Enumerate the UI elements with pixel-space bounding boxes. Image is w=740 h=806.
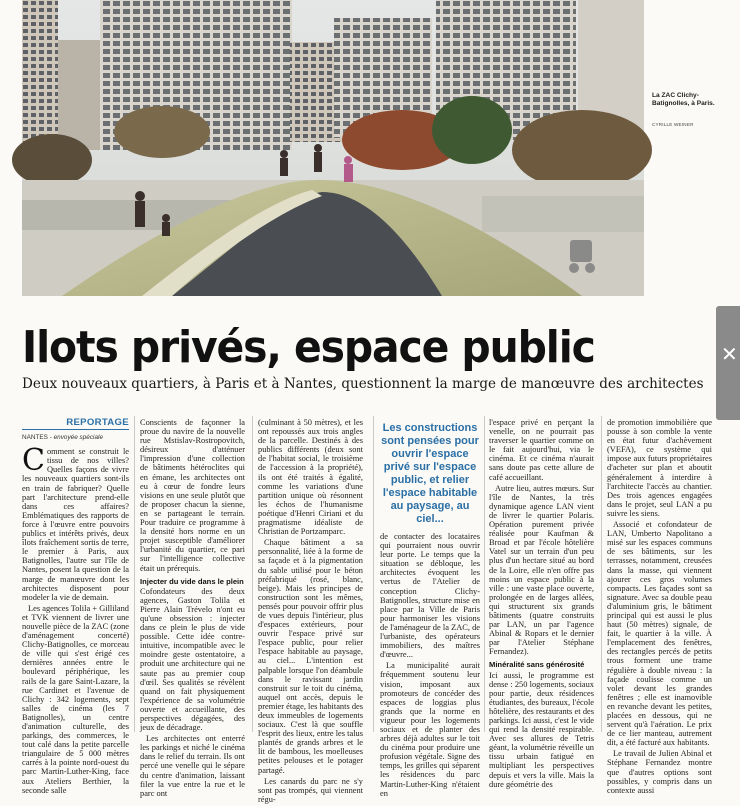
paragraph: de contacter des locataires qui pourraient nous ouvrir leur porte. Le temps que la situation se débloque, les architectes évoquent les vertus de l'Atelier de conception Clichy-Batignolles, structure mise en place par la Ville de Paris pour harmoniser les visions de l'aménageur de la ZAC, de l'urbaniste, des opérateurs immobiliers, des maîtres d'œuvre... xyxy=(380,532,480,660)
photo-credit: CYRILLE WEINER xyxy=(652,122,694,127)
paragraph: (culminant à 50 mètres), et les ont repoussés aux trois angles de la parcelle. Destinés à des publics différents (deux sont de l'habitat social, le troisième de l'accession à la propriété), ils ont été traités à égalité, comme les variations d'une partition unique où résonnent les échos de l'humanisme poétique d'Henri Ciriani et du pragmatisme idéaliste de Christian de Portzamparc. xyxy=(258,418,363,537)
column-divider xyxy=(601,416,602,732)
article-column-3 xyxy=(258,418,363,806)
article-column-6 xyxy=(607,418,712,797)
paragraph: Les agences Tolila + Gilliland et TVK viennent de livrer une nouvelle pièce de la ZAC (zone d'aménagement concerté) Clichy-Batignolles, ce morceau de ville qui s'est érigé ces dernières années entre le boulevard périphérique, les rails de la gare Saint-Lazare, la rue Cardinet et l'avenue de Clichy : 342 logements, sept salles de cinéma (les 7 Batignolles), un centre d'animation culturelle, des parkings, des commerces, le tout calé dans la petite parcelle triangulaire de 5 000 mètres carrés à la pointe nord-ouest du parc Martin-Luther-King, face aux Ateliers Berthier, la seconde salle xyxy=(22,603,129,795)
section-kicker: REPORTAGE xyxy=(66,417,129,428)
pull-quote: Les constructions sont pensées pour ouvrir l'espace privé sur l'espace public, et relier l'espace habitable au paysage, au ciel... xyxy=(381,422,479,525)
paragraph: Le travail de Julien Abinal et Stéphane Fernandez montre que d'autres options sont possibles, y compris dans un contexte aussi xyxy=(607,749,712,795)
paragraph: l'espace privé en perçant la venelle, on ne pourrait pas traverser le quartier comme on le fait aujourd'hui, via le cinéma. Et ce cinéma n'aurait sans doute pas cette allure de café accueillant. xyxy=(489,418,594,482)
paragraph: de promotion immobilière que pousse à son comble la vente en état futur d'achèvement (VEFA), ce système qui impose aux futurs propriétaires d'acheter sur plan et aboutit généralement à interdire à l'architecte l'accès au chantier. Des trois agences engagées dans le projet, seul LAN a pu suivre les siens. xyxy=(607,418,712,518)
paragraph xyxy=(22,443,129,602)
intertitle: Injecter du vide dans le plein xyxy=(140,576,244,586)
column-divider xyxy=(252,416,253,732)
dateline-place: NANTES - xyxy=(22,434,52,442)
photo-illustration xyxy=(22,0,644,296)
article-photo xyxy=(22,0,644,296)
close-icon[interactable]: ✕ xyxy=(721,342,738,366)
paragraph: Ici aussi, le programme est dense : 250 logements, sociaux pour partie, deux résidences étudiantes, des bureaux, l'école hôtelière, des restaurants et des parkings. Ici aussi, c'est le vide qui rend la densité respirable. Avec ses allures de Tetris géant, la volumétrie réveille un tissu urbain fatigué en multipliant les perspectives depuis et vers la ville. Mais la dure géométrie des xyxy=(489,670,594,789)
headline: Ilots privés, espace public xyxy=(22,322,595,373)
paragraph: Cofondateurs des deux agences, Gaston Tolila et Pierre Alain Trévelo n'ont eu qu'une obsession : injecter dans ce plein le plus de vide possible. Cette idée contre-intuitive, incompatible avec le moindre geste ostentatoire, a produit une architecture qui ne saute pas au premier coup d'œil. Ses qualités se révèlent quand on fait physiquement l'expérience de sa volumétrie ouverte et accueillante, des perspectives dégagées, des jeux de décadrage. xyxy=(140,586,245,733)
dateline xyxy=(22,433,129,442)
column-divider xyxy=(373,416,374,732)
article-column-2 xyxy=(140,418,245,800)
paragraph-text: omment se construit le tissu de nos villes? Quelles façons de vivre les nouveaux quartiers sont-ils en train de fabriquer? Quelle part l'architecture prend-elle dans ces affaires? Emblématiques des rapports de force à l'œuvre entre pouvoirs publics et intérêts privés, deux îlots fraîchement sortis de terre, le premier à Paris, aux Batignolles, l'autre sur l'île de Nantes, posent la question de la marge de manœuvre dont les architectes disposent pour modeler la vie de demain. xyxy=(22,447,129,602)
paragraph: La municipalité aurait fréquemment soutenu leur vision, imposant aux promoteurs de concéder des espaces de loggias plus grands que la norme en vigueur pour les logements sociaux et de planter des arbres déjà adultes sur le toit du cinéma pour produire une profusion végétale. Signe des temps, les grilles qui séparent les résidences du parc Martin-Luther-King n'étaient en xyxy=(380,661,480,798)
paragraph: Chaque bâtiment a sa personnalité, liée à la forme de sa façade et à la pigmentation du sable utilisé pour le béton préfabriqué (rosé, blanc, beige). Mais les principes de construction sont les mêmes, pensés pour pouvoir offrir plus de vues depuis l'intérieur, plus d'espaces extérieurs, pour ouvrir l'espace privé sur l'espace public, pour relier l'espace habitable au paysage, au ciel... L'intention est palpable lorsque l'on déambule dans le ravissant jardin construit sur le toit du cinéma, auquel ont accès, depuis le premier étage, les habitants des deux immeubles de logements sociaux. C'est là que souffle l'esprit des lieux, entre les talus plantés de grands arbres et le lit de bambous, les moelleuses petites pelouses et le potager partagé. xyxy=(258,538,363,775)
drop-cap: C xyxy=(22,443,45,479)
intertitle: Minéralité sans générosité xyxy=(489,660,585,670)
paragraph: Associé et cofondateur de LAN, Umberto Napolitano a misé sur les espaces communs de ses bâtiments, sur les terrasses, notamment, creusées dans la masse, qui viennent ajourer ces gros volumes compacts. Les façades sont sa signature. Avec sa double peau d'aluminium gris, le bâtiment principal qui est aussi le plus haut (50 mètres) signale, de fait, le quartier à la ville. À l'emplacement des fenêtres, des rectangles percés de petits trous forment une trame régulière à double niveau : la façade coulisse comme un volet devant les grandes fenêtres ; elle est inamovible en revanche devant les petites, placées en dessous, qui ne servent qu'à l'aération. Le prix de ce lier manteau, autrement dit, a été facturé aux habitants. xyxy=(607,520,712,748)
kicker-rule xyxy=(22,429,129,430)
article-column-1 xyxy=(22,418,129,797)
paragraph: Les architectes ont enterré les parkings et niché le cinéma dans le relief du terrain. Ils ont percé une venelle qui le sépare du centre d'animation, laissant filer la vue entre la rue et le parc ont xyxy=(140,734,245,798)
paragraph: Les canards du parc ne s'y sont pas trompés, qui viennent régu- xyxy=(258,776,363,804)
dateline-role: envoyée spéciale xyxy=(53,434,103,442)
column-divider xyxy=(134,416,135,732)
subtitle: Deux nouveaux quartiers, à Paris et à Nantes, questionnent la marge de manœuvre des architectes xyxy=(22,376,704,392)
paragraph: Autre lieu, autres mœurs. Sur l'île de Nantes, la très dynamique agence LAN vient de livrer le quartier Polaris. Opération purement privée réalisée pour Kaufman & Broad et par l'école hôtelière Vatel sur un terrain d'un peu plus d'un hectare situé au bord de la Loire, elle n'en offre pas moins un espace public à la ville : une vaste place ouverte, prolongée en de larges allées, qui structurent six grands bâtiments (quatre construits par LAN, un par l'agence Abinal & Ropars et le dernier par l'Atelier Stéphane Fernandez). xyxy=(489,483,594,657)
column-divider xyxy=(484,416,485,732)
paragraph: Conscients de façonner la proue du navire de la nouvelle rue Mstislav-Rostropovitch, désireux d'atténuer l'impression d'une collection de bâtiments hétéroclites qui en émane, les architectes ont eu à cœur de fondre leurs visions en une seule plutôt que de proposer chacun la sienne, en se partageant le terrain. Pour traduire ce programme à la densité hors norme en un projet susceptible d'améliorer l'urbanité du quartier, ce pari sur l'intelligence collective était un prérequis. xyxy=(140,418,245,573)
photo-caption: La ZAC Clichy-Batignolles, à Paris. xyxy=(652,92,715,107)
article-column-5 xyxy=(489,418,594,791)
article-column-4 xyxy=(380,418,480,800)
